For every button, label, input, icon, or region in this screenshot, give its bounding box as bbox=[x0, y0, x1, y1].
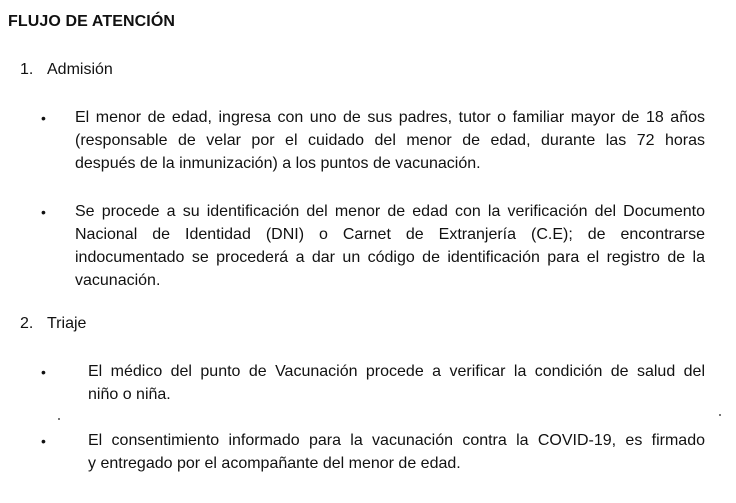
text-line: (responsable de velar por el cuidado del menor de edad, durante las 72 horas bbox=[75, 132, 705, 149]
section-title: Admisión bbox=[47, 61, 113, 78]
document-heading: FLUJO DE ATENCIÓN bbox=[8, 13, 176, 30]
text-line: Se procede a su identificación del menor de edad con la verificación del Documento bbox=[75, 203, 705, 220]
section-1-title bbox=[20, 61, 113, 79]
section-2-bullet-1 bbox=[88, 360, 705, 406]
text-line: después de la inmunización) a los puntos de vacunación. bbox=[75, 155, 481, 172]
section-title: Triaje bbox=[47, 315, 87, 332]
text-line: indocumentado se procederá a dar un código de identificación para el registro de la bbox=[75, 249, 705, 266]
section-1-bullet-1 bbox=[75, 106, 705, 175]
text-line: Nacional de Identidad (DNI) o Carnet de Extranjería (C.E); de encontrarse bbox=[75, 226, 705, 243]
section-2-title bbox=[20, 315, 86, 333]
section-number: 1. bbox=[20, 61, 34, 78]
bullet-dot: • bbox=[41, 204, 46, 220]
text-line: El médico del punto de Vacunación procede a verificar la condición de salud del bbox=[88, 363, 705, 380]
bullet-dot: • bbox=[41, 110, 46, 126]
scan-speck bbox=[719, 414, 721, 416]
section-number: 2. bbox=[20, 315, 34, 332]
text-line: vacunación. bbox=[75, 272, 161, 289]
bullet-dot: • bbox=[41, 364, 46, 380]
text-line: El consentimiento informado para la vacunación contra la COVID-19, es firmado bbox=[88, 432, 705, 449]
text-line: niño o niña. bbox=[88, 386, 171, 403]
text-line: El menor de edad, ingresa con uno de sus padres, tutor o familiar mayor de 18 años bbox=[75, 109, 705, 126]
section-1-bullet-2 bbox=[75, 200, 705, 292]
scan-speck bbox=[58, 418, 60, 420]
section-2-bullet-2 bbox=[88, 429, 705, 475]
bullet-dot: • bbox=[41, 433, 46, 449]
text-line: y entregado por el acompañante del menor de edad. bbox=[88, 455, 461, 472]
